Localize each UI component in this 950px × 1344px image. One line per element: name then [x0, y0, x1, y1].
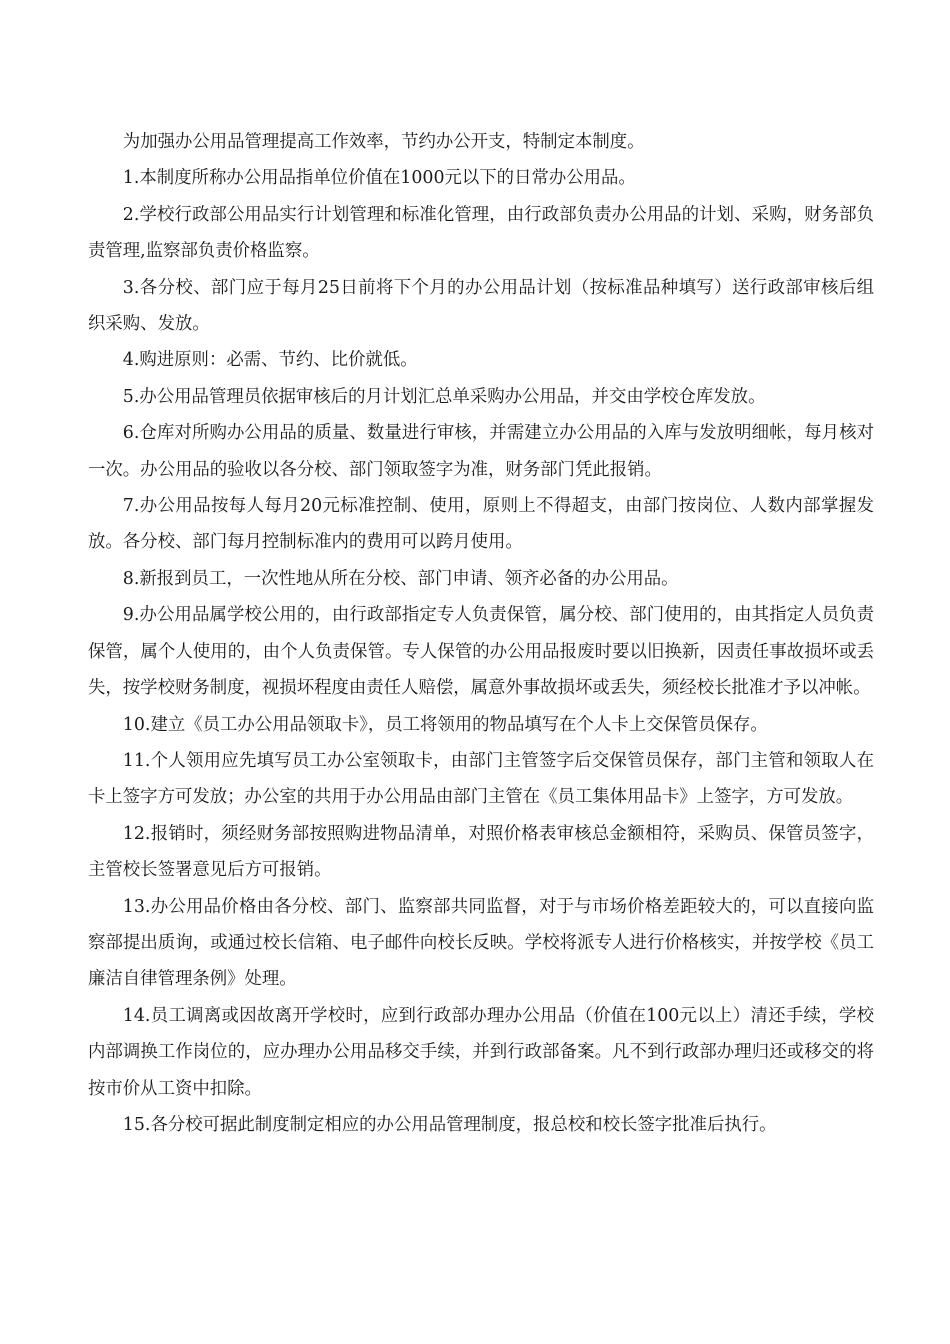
rule-6-paragraph: 6.仓库对所购办公用品的质量、数量进行审核，并需建立办公用品的入库与发放明细帐，每月核对一次。办公用品的验收以各分校、部门领取签字为准，财务部门凭此报销。 [88, 423, 874, 480]
rule-3-paragraph: 3.各分校、部门应于每月25日前将下个月的办公用品计划（按标准品种填写）送行政部审核后组织采购、发放。 [88, 277, 874, 335]
rule-1-paragraph: 1.本制度所称办公用品指单位价值在1000元以下的日常办公用品。 [122, 168, 636, 189]
rule-14-paragraph: 14.员工调离或因故离开学校时，应到行政部办理办公用品（价值在100元以上）清还手续，学校内部调换工作岗位的，应办理办公用品移交手续，并到行政部备案。凡不到行政部办理归还或移交的将按市价从工资中扣除。 [88, 1005, 874, 1099]
rule-9-paragraph: 9.办公用品属学校公用的，由行政部指定专人负责保管，属分校、部门使用的，由其指定人员负责保管，属个人使用的，由个人负责保管。专人保管的办公用品报废时要以旧换新，因责任事故损坏或丢失，按学校财务制度，视损坏程度由责任人赔偿，属意外事故损坏或丢失，须经校长批准才予以冲帐。 [88, 605, 874, 699]
rule-2-paragraph: 2.学校行政部公用品实行计划管理和标准化管理，由行政部负责办公用品的计划、采购，财务部负责管理,监察部负责价格监察。 [88, 204, 874, 262]
rule-7-paragraph: 7.办公用品按每人每月20元标准控制、使用，原则上不得超支，由部门按岗位、人数内部掌握发放。各分校、部门每月控制标准内的费用可以跨月使用。 [88, 496, 874, 553]
rule-5-paragraph: 5.办公用品管理员依据审核后的月计划汇总单采购办公用品，并交由学校仓库发放。 [122, 386, 766, 407]
rule-4-paragraph: 4.购进原则：必需、节约、比价就低。 [122, 350, 418, 371]
rule-10-paragraph: 10.建立《员工办公用品领取卡》，员工将领用的物品填写在个人卡上交保管员保存。 [122, 714, 768, 735]
rule-8-paragraph: 8.新报到员工，一次性地从所在分校、部门申请、领齐必备的办公用品。 [122, 568, 679, 589]
rule-11-paragraph: 11.个人领用应先填写员工办公室领取卡，由部门主管签字后交保管员保存，部门主管和领取人在卡上签字方可发放；办公室的共用于办公用品由部门主管在《员工集体用品卡》上签字，方可发放。 [88, 750, 874, 808]
rule-15-paragraph: 15.各分校可据此制度制定相应的办公用品管理制度，报总校和校长签字批准后执行。 [122, 1114, 777, 1135]
rule-12-paragraph: 12.报销时，须经财务部按照购进物品清单，对照价格表审核总金额相符，采购员、保管员签字，主管校长签署意见后方可报销。 [88, 823, 874, 881]
rule-13-paragraph: 13.办公用品价格由各分校、部门、监察部共同监督，对于与市场价格差距较大的，可以直接向监察部提出质询，或通过校长信箱、电子邮件向校长反映。学校将派专人进行价格核实，并按学校《员工廉洁自律管理条例》处理。 [88, 896, 874, 990]
document-body [88, 124, 874, 1143]
intro-paragraph: 为加强办公用品管理提高工作效率，节约办公开支，特制定本制度。 [122, 132, 645, 152]
